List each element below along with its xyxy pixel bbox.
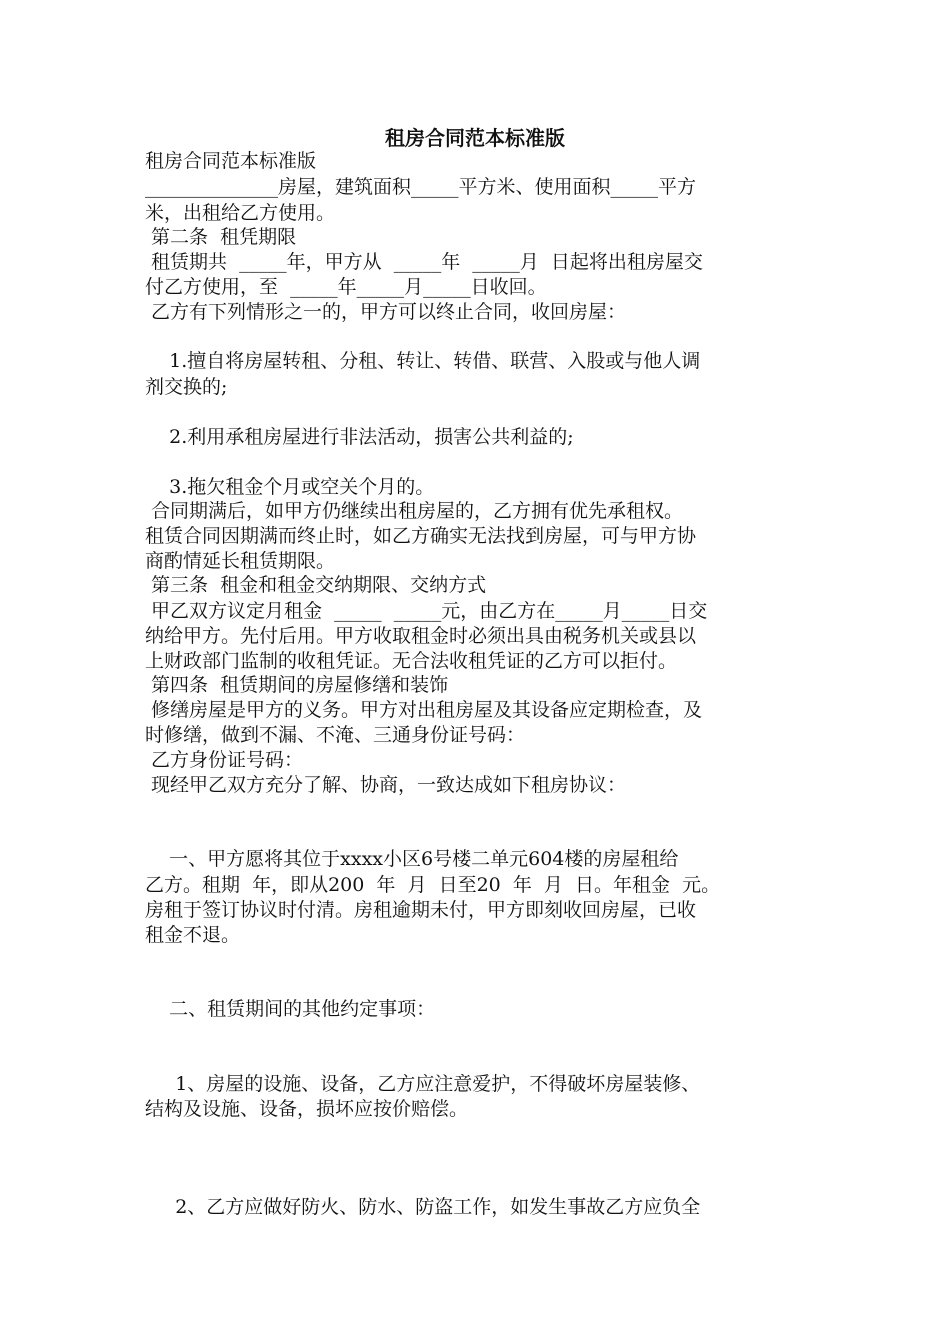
text-line: 剂交换的;: [145, 376, 228, 398]
text-line: 乙方。租期 年，即从200 年 月 日至20 年 月 日。年租金 元。: [145, 874, 721, 896]
list-item: 3.拖欠租金个月或空关个月的。: [145, 476, 435, 498]
list-item: 2.利用承租房屋进行非法活动，损害公共利益的;: [145, 426, 574, 448]
text-line: 纳给甲方。先付后用。甲方收取租金时必须出具由税务机关或县以: [145, 625, 697, 647]
text-line: 合同期满后，如甲方仍继续出租房屋的，乙方拥有优先承租权。: [145, 500, 684, 522]
text-line: 房租于签订协议时付清。房租逾期未付，甲方即刻收回房屋，已收: [145, 899, 697, 921]
text-line: 甲乙双方议定月租金 _____ _____元，由乙方在_____月_____日交: [145, 600, 708, 622]
text-line: 修缮房屋是甲方的义务。甲方对出租房屋及其设备应定期检查，及: [145, 699, 703, 721]
text-line: 租赁合同因期满而终止时，如乙方确实无法找到房屋，可与甲方协: [145, 525, 697, 547]
text-line: 时修缮，做到不漏、不淹、三通身份证号码：: [145, 724, 526, 746]
text-line: 乙方身份证号码：: [145, 749, 304, 771]
text-line: 上财政部门监制的收租凭证。无合法收租凭证的乙方可以拒付。: [145, 650, 678, 672]
section-heading: 第四条 租赁期间的房屋修缮和装饰: [145, 674, 449, 696]
text-line: ______________房屋，建筑面积_____平方米、使用面积_____平方: [145, 176, 697, 198]
text-line: 付乙方使用，至 _____年_____月_____日收回。: [145, 276, 547, 298]
list-item: 1.擅自将房屋转租、分租、转让、转借、联营、入股或与他人调: [145, 350, 701, 372]
text-line: 租金不退。: [145, 924, 241, 946]
text-line: 米，出租给乙方使用。: [145, 202, 336, 224]
clause-heading: 二、租赁期间的其他约定事项：: [145, 998, 436, 1020]
section-heading: 第二条 租凭期限: [145, 226, 297, 248]
text-line: 现经甲乙双方充分了解、协商，一致达成如下租房协议：: [145, 774, 627, 796]
text-line: 乙方有下列情形之一的，甲方可以终止合同，收回房屋：: [145, 301, 627, 323]
text-line: 结构及设施、设备，损坏应按价赔偿。: [145, 1098, 469, 1120]
text-line: 租房合同范本标准版: [145, 150, 317, 172]
clause-paragraph: 2、乙方应做好防火、防水、防盗工作，如发生事故乙方应负全: [145, 1196, 701, 1218]
document-title: 租房合同范本标准版: [385, 126, 565, 150]
clause-paragraph: 1、房屋的设施、设备，乙方应注意爱护，不得破坏房屋装修、: [145, 1073, 701, 1095]
text-line: 商酌情延长租赁期限。: [145, 550, 336, 572]
text-line: 租赁期共 _____年，甲方从 _____年 _____月 日起将出租房屋交: [145, 251, 703, 273]
section-heading: 第三条 租金和租金交纳期限、交纳方式: [145, 574, 487, 596]
clause-paragraph: 一、甲方愿将其位于xxxx小区6号楼二单元604楼的房屋租给: [145, 848, 679, 870]
